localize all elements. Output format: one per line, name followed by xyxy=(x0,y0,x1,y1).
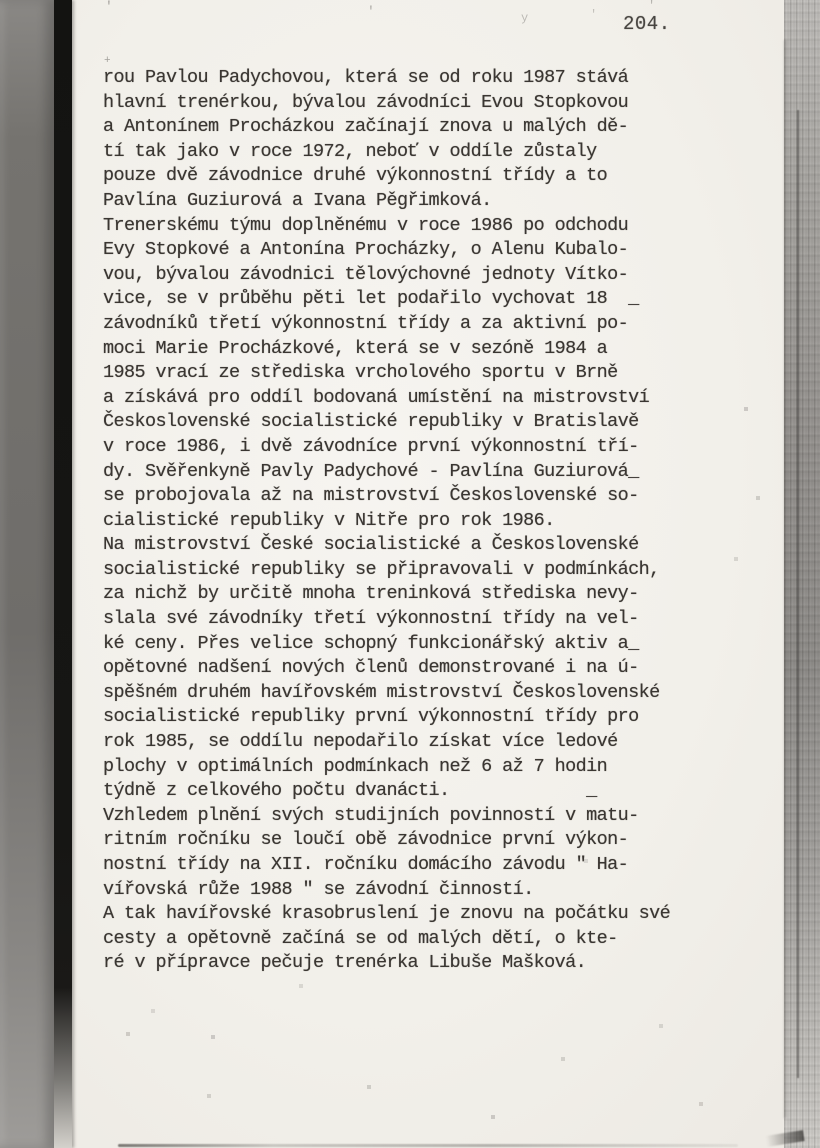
text-line: dy. Svěřenkyně Pavly Padychové - Pavlína Guziurová_ xyxy=(103,460,639,482)
paper-specks xyxy=(0,0,2,2)
stray-mark: ' xyxy=(105,0,113,14)
book-gutter-shadow xyxy=(0,0,54,1148)
text-line: A tak havířovské krasobruslení je znovu na počátku své xyxy=(103,903,671,925)
stray-mark: y xyxy=(521,11,529,25)
text-line: socialistické republiky se připravovali v podmínkách, xyxy=(103,558,660,580)
stray-mark: + xyxy=(104,55,111,67)
text-line: opětovné nadšení nových členů demonstrované i na ú- xyxy=(103,657,639,679)
text-line: Československé socialistické republiky v Bratislavě xyxy=(103,411,639,433)
text-line: Na mistrovství České socialistické a Československé xyxy=(103,534,639,556)
text-line: ré v přípravce pečuje trenérka Libuše Mašková. xyxy=(103,952,587,974)
book-edge-texture xyxy=(784,0,820,1148)
text-line: nostní třídy na XII. ročníku domácího závodu " Ha- xyxy=(103,854,629,875)
text-line: slala své závodníky třetí výkonnostní třídy na vel- xyxy=(103,608,639,630)
text-line: vířovská růže 1988 " se závodní činností. xyxy=(103,878,534,900)
text-line: ritním ročníku se loučí obě závodnice první výkon- xyxy=(103,829,629,851)
text-line: vice, se v průběhu pěti let podařilo vychovat 18 _ xyxy=(103,288,639,310)
stray-mark: ' xyxy=(367,4,375,19)
text-line: cialistické republiky v Nitře pro rok 1986. xyxy=(103,509,555,531)
text-line: socialistické republiky první výkonnostní třídy pro xyxy=(103,706,639,728)
text-line: tí tak jako v roce 1972, neboť v oddíle zůstaly xyxy=(103,140,597,162)
typewritten-text xyxy=(103,66,773,976)
text-line: Vzhledem plnění svých studijních povinností v matu- xyxy=(103,804,639,826)
stray-mark: ' xyxy=(648,0,656,13)
text-line: hlavní trenérkou, bývalou závodníci Evou Stopkovou xyxy=(103,91,629,113)
text-line: za nichž by určitě mnoha treninková střediska nevy- xyxy=(103,583,639,605)
text-line: se probojovala až na mistrovství Československé so- xyxy=(103,485,639,507)
text-line: závodníků třetí výkonnostní třídy a za aktivní po- xyxy=(103,312,629,334)
text-line: spěšném druhém havířovském mistrovství Československé xyxy=(103,681,660,703)
stray-mark: ' xyxy=(590,8,598,22)
text-line: moci Marie Procházkové, která se v sezóně 1984 a xyxy=(103,337,608,359)
text-line: rok 1985, se oddílu nepodařilo získat více ledové xyxy=(103,731,618,753)
text-line: týdně z celkového počtu dvanácti. _ xyxy=(103,780,597,802)
text-line: rou Pavlou Padychovou, která se od roku 1987 stává xyxy=(103,67,629,88)
text-line: vou, bývalou závodnici tělovýchovné jednoty Vítko- xyxy=(103,263,629,285)
text-line: v roce 1986, i dvě závodníce první výkonnostní tří- xyxy=(103,435,639,457)
text-line: a získává pro oddíl bodovaná umístění na mistrovství xyxy=(103,386,650,408)
bottom-edge-shadow xyxy=(118,1144,738,1147)
text-line: Pavlína Guziurová a Ivana Pěgřimková. xyxy=(103,189,492,211)
page-edge-strip xyxy=(54,0,72,1148)
page-number: 204. xyxy=(623,13,671,35)
text-line: plochy v optimálních podmínkach než 6 až 7 hodin xyxy=(103,755,608,777)
text-line: Evy Stopkové a Antonína Procházky, o Alenu Kubalo- xyxy=(103,239,629,261)
text-line: Trenerskému týmu doplněnému v roce 1986 po odchodu xyxy=(103,214,629,236)
text-line: 1985 vrací ze střediska vrcholového sportu v Brně xyxy=(103,362,618,384)
text-line: pouze dvě závodnice druhé výkonnostní třídy a to xyxy=(103,165,608,187)
text-line: ké ceny. Přes velice schopný funkcionářský aktiv a_ xyxy=(103,632,639,654)
text-line: a Antonínem Procházkou začínají znova u malých dě- xyxy=(103,116,629,138)
text-line: cesty a opětovně začíná se od malých dětí, o kte- xyxy=(103,927,618,949)
